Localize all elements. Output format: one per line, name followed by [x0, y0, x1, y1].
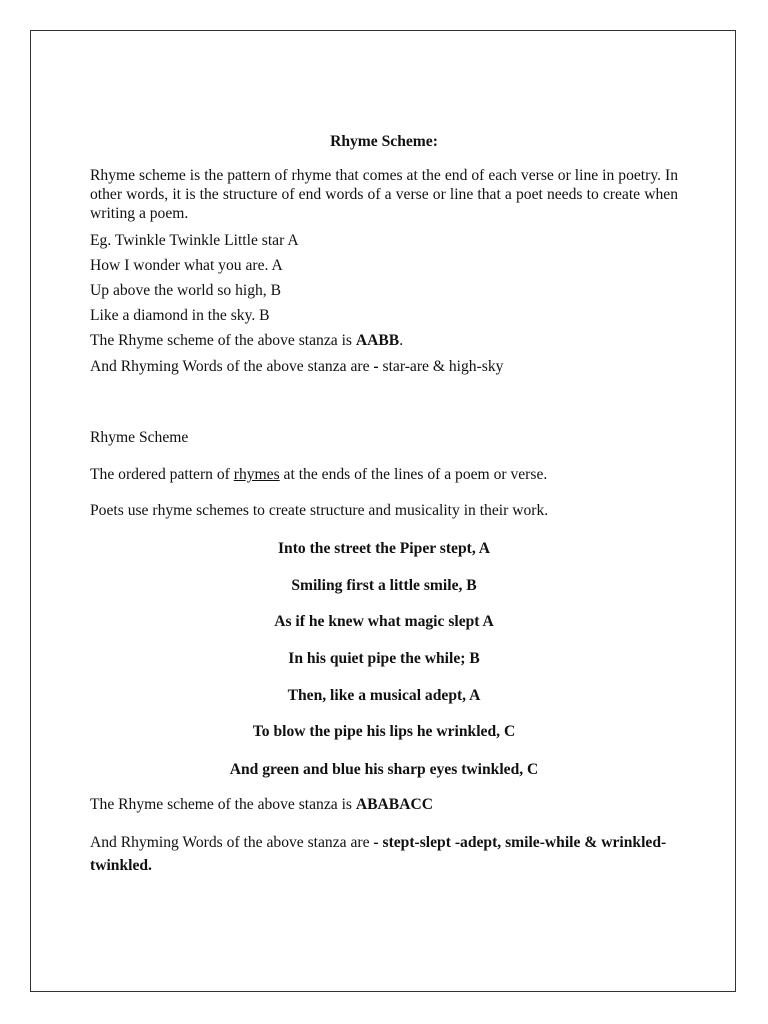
example-line-3: Up above the world so high, B — [90, 282, 282, 299]
section-heading-2: Rhyme Scheme — [90, 429, 189, 446]
poem-line-5: Then, like a musical adept, A — [287, 687, 481, 704]
poem-line-4: In his quiet pipe the while; B — [288, 650, 480, 667]
rhyme-scheme-definition: Rhyme scheme is the pattern of rhyme that comes at the end of each verse or line in poetry. In other words, it is the structure of end words of a verse or line that a poet needs to create when writing a poem. — [90, 167, 678, 222]
definition-2 — [90, 465, 690, 484]
poem-line-7: And green and blue his sharp eyes twinkled, C — [229, 761, 539, 778]
rhyming-prefix-2: And Rhyming Words of the above stanza are — [90, 834, 374, 851]
scheme-prefix: The Rhyme scheme of the above stanza is — [90, 332, 356, 349]
usage-text: Poets use rhyme schemes to create structure and musicality in their work. — [90, 502, 549, 519]
rhyming-dash: - — [373, 358, 379, 375]
poem-line-1: Into the street the Piper stept, A — [277, 540, 491, 557]
definition-prefix: The ordered pattern of — [90, 466, 234, 483]
rhyming-prefix: And Rhyming Words of the above stanza are — [90, 358, 374, 375]
scheme-value: AABB — [355, 332, 400, 349]
rhyming-words-1 — [90, 357, 690, 376]
rhyming-value: star-are & high-sky — [378, 358, 504, 375]
example-line-2: How I wonder what you are. A — [90, 257, 283, 274]
definition-suffix: at the ends of the lines of a poem or verse. — [279, 466, 548, 483]
poem-line-3: As if he knew what magic slept A — [274, 613, 494, 630]
scheme-statement-2 — [90, 795, 690, 814]
poem-line-6: To blow the pipe his lips he wrinkled, C — [252, 723, 516, 740]
section-title: Rhyme Scheme: — [330, 133, 438, 150]
scheme-suffix: . — [399, 332, 404, 349]
poem-line-2: Smiling first a little smile, B — [291, 577, 477, 594]
example-line-1: Eg. Twinkle Twinkle Little star A — [90, 232, 299, 249]
example-line-4: Like a diamond in the sky. B — [90, 307, 270, 324]
scheme-statement-1 — [90, 331, 690, 350]
rhyming-words-2 — [90, 831, 680, 877]
rhymes-link[interactable]: rhymes — [233, 466, 280, 483]
rhyming-value-2: - stept-slept -adept, smile-while & wrinkled-twinkled. — [90, 834, 667, 874]
scheme-value-2: ABABACC — [355, 796, 433, 813]
scheme-prefix-2: The Rhyme scheme of the above stanza is — [90, 796, 356, 813]
